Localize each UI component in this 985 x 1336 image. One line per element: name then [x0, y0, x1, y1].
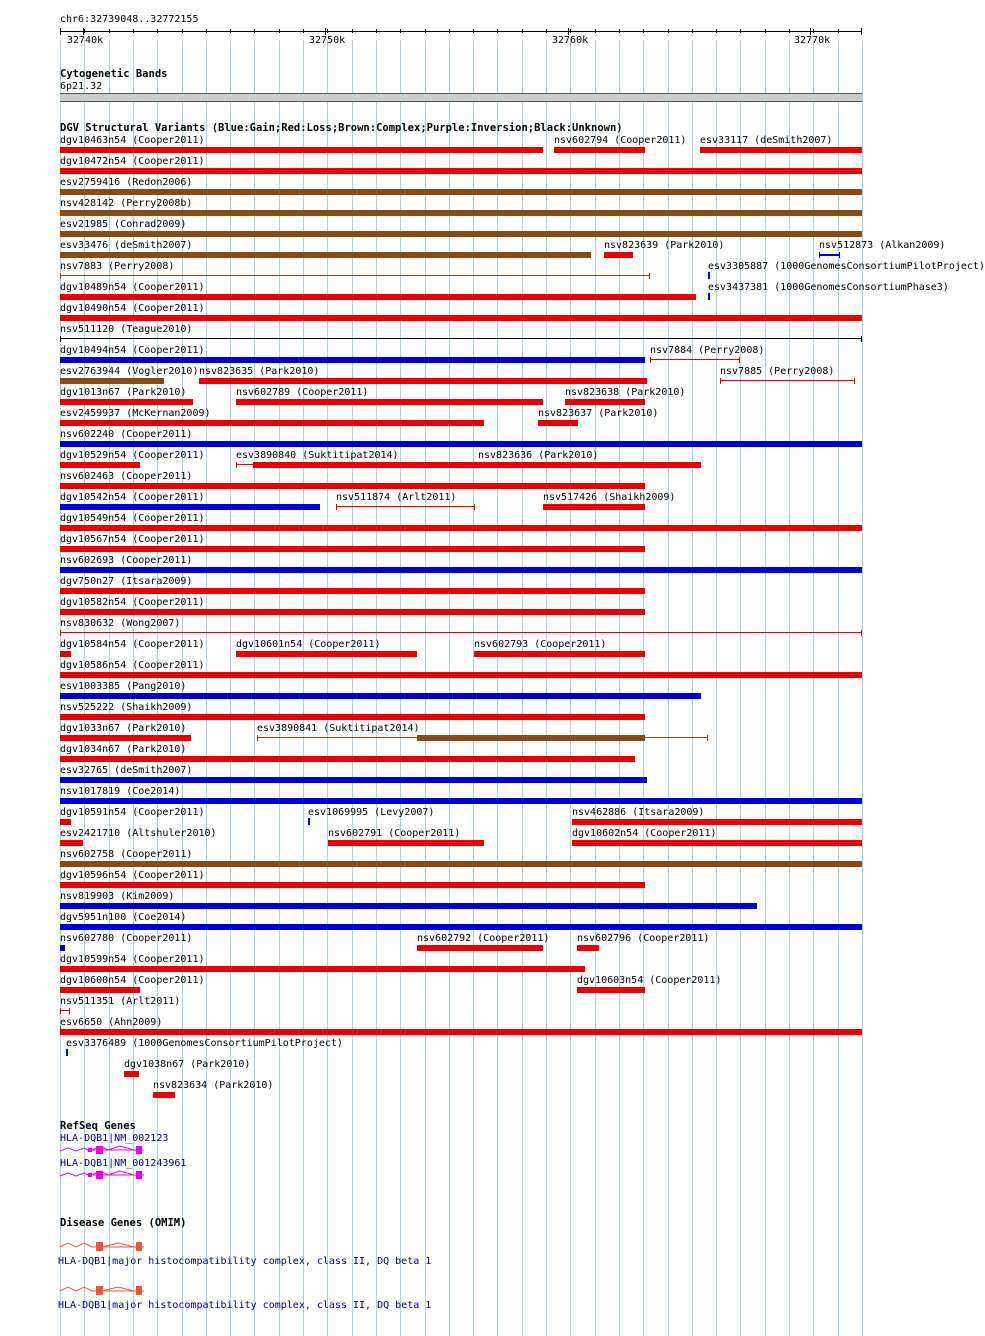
variant-label[interactable]: dgv1033n67 (Park2010)	[60, 723, 187, 734]
variant-bar[interactable]	[60, 693, 701, 699]
ruler-minor-tick	[716, 29, 717, 33]
variant-label[interactable]: nsv1017819 (Coe2014)	[60, 786, 181, 797]
ruler-minor-tick	[546, 29, 547, 33]
variant-bar[interactable]	[60, 210, 862, 216]
variant-bar[interactable]	[60, 609, 645, 615]
variant-bar[interactable]	[153, 1092, 175, 1098]
variant-bar[interactable]	[572, 819, 862, 825]
ruler-minor-tick	[473, 29, 474, 33]
ruler-minor-tick	[838, 29, 839, 33]
variant-end-tick	[854, 378, 855, 384]
variant-label[interactable]: dgv1038n67 (Park2010)	[124, 1059, 251, 1070]
variant-label[interactable]: nsv602792 (Cooper2011)	[417, 933, 550, 944]
variant-bar[interactable]	[474, 651, 645, 657]
variant-label[interactable]: dgv10584n54 (Cooper2011)	[60, 639, 205, 650]
variant-end-tick	[474, 504, 475, 510]
variant-label[interactable]: esv3305887 (1000GenomesConsortiumPilotProject)	[708, 261, 985, 272]
variant-bar[interactable]	[60, 399, 193, 405]
variant-label[interactable]: dgv10567n54 (Cooper2011)	[60, 534, 205, 545]
variant-label[interactable]: esv1003385 (Pang2010)	[60, 681, 187, 692]
variant-label[interactable]: nsv517426 (Shaikh2009)	[543, 492, 676, 503]
ruler-minor-tick	[352, 29, 353, 33]
ruler-minor-tick	[303, 29, 304, 33]
variant-label[interactable]: dgv10601n54 (Cooper2011)	[236, 639, 381, 650]
variant-bar[interactable]	[328, 840, 484, 846]
variant-label[interactable]: nsv602794 (Cooper2011)	[554, 135, 687, 146]
ruler-minor-tick	[668, 29, 669, 33]
variant-label[interactable]: dgv10463n54 (Cooper2011)	[60, 135, 205, 146]
ruler-minor-tick	[84, 29, 85, 33]
dgv-track-title: DGV Structural Variants (Blue:Gain;Red:Loss;Brown:Complex;Purple:Inversion;Black:Unknown)	[60, 122, 623, 134]
variant-bar[interactable]	[478, 462, 701, 468]
refseq-gene-model[interactable]	[58, 1143, 158, 1157]
variant-label[interactable]: dgv1034n67 (Park2010)	[60, 744, 187, 755]
variant-end-tick	[69, 1008, 70, 1014]
ruler-tick-label: 32770k	[794, 35, 831, 46]
variant-label[interactable]: dgv1013n67 (Park2010)	[60, 387, 187, 398]
variant-label[interactable]: nsv602463 (Cooper2011)	[60, 471, 193, 482]
variant-end-tick	[839, 252, 840, 258]
position-label: chr6:32739048..32772155	[60, 14, 199, 25]
variant-bar[interactable]	[60, 735, 191, 741]
variant-label[interactable]: nsv525222 (Shaikh2009)	[60, 702, 193, 713]
variant-label[interactable]: nsv462886 (Itsara2009)	[572, 807, 705, 818]
ruler-minor-tick	[497, 29, 498, 33]
variant-bar[interactable]	[554, 147, 645, 153]
ruler-right-cap	[861, 28, 862, 35]
variant-end-tick	[819, 252, 820, 258]
variant-bar[interactable]	[236, 399, 543, 405]
variant-label[interactable]: nsv602793 (Cooper2011)	[474, 639, 607, 650]
ruler-minor-tick	[254, 29, 255, 33]
ruler-minor-tick	[133, 29, 134, 33]
variant-bar[interactable]	[60, 189, 862, 195]
variant-label[interactable]: nsv7885 (Perry2008)	[720, 366, 835, 377]
variant-label[interactable]: nsv602693 (Cooper2011)	[60, 555, 193, 566]
variant-bar[interactable]	[60, 168, 862, 174]
variant-label[interactable]: dgv10582n54 (Cooper2011)	[60, 597, 205, 608]
variant-bar[interactable]	[60, 945, 65, 951]
cytoband-title: Cytogenetic Bands	[60, 68, 168, 80]
ruler-minor-tick	[570, 29, 571, 33]
ruler	[0, 0, 890, 48]
variant-bar[interactable]	[60, 315, 862, 321]
variant-bar[interactable]	[60, 861, 862, 867]
ruler-minor-tick	[813, 29, 814, 33]
variant-end-tick	[60, 630, 61, 636]
variant-label[interactable]: nsv602789 (Cooper2011)	[236, 387, 369, 398]
variant-mark[interactable]	[708, 293, 710, 300]
variant-bar[interactable]	[60, 756, 635, 762]
variant-label[interactable]: dgv10472n54 (Cooper2011)	[60, 156, 205, 167]
variant-end-tick	[336, 504, 337, 510]
ruler-tick-label: 32750k	[309, 35, 346, 46]
variant-bar[interactable]	[60, 441, 862, 447]
variant-label[interactable]: esv33117 (deSmith2007)	[700, 135, 833, 146]
variant-bar[interactable]	[236, 651, 417, 657]
ruler-minor-tick	[376, 29, 377, 33]
omim-gene-model[interactable]	[58, 1240, 158, 1254]
variant-label[interactable]: esv2759416 (Redon2006)	[60, 177, 193, 188]
ruler-minor-tick	[279, 29, 280, 33]
variant-label[interactable]: esv2459937 (McKernan2009)	[60, 408, 211, 419]
ruler-minor-tick	[60, 29, 61, 33]
variant-bar[interactable]	[819, 254, 840, 256]
variant-label[interactable]: esv2763944 (Vogler2010)	[60, 366, 199, 377]
variant-label[interactable]: esv3437381 (1000GenomesConsortiumPhase3)	[708, 282, 949, 293]
variant-bar[interactable]	[565, 399, 645, 405]
variant-end-tick	[60, 273, 61, 279]
ruler-axis-line	[60, 31, 862, 32]
variant-mark[interactable]	[66, 1049, 68, 1056]
variant-end-tick	[720, 378, 721, 384]
variant-end-tick	[739, 357, 740, 363]
ruler-minor-tick	[643, 29, 644, 33]
variant-bar[interactable]	[60, 294, 696, 300]
variant-label[interactable]: nsv602796 (Cooper2011)	[577, 933, 710, 944]
variant-bar[interactable]	[60, 903, 757, 909]
variant-end-tick	[257, 735, 258, 741]
variant-bar[interactable]	[700, 147, 862, 153]
variant-label[interactable]: nsv7884 (Perry2008)	[650, 345, 765, 356]
variant-label[interactable]: dgv10529n54 (Cooper2011)	[60, 450, 205, 461]
variant-bar[interactable]	[543, 504, 645, 510]
variant-label[interactable]: nsv823635 (Park2010)	[199, 366, 320, 377]
ruler-minor-tick	[109, 29, 110, 33]
variant-end-tick	[707, 735, 708, 741]
variant-bar[interactable]	[60, 882, 645, 888]
variant-label[interactable]: esv21985 (Conrad2009)	[60, 219, 187, 230]
variant-label[interactable]: esv3890841 (Suktitipat2014)	[257, 723, 420, 734]
variant-label[interactable]: nsv823639 (Park2010)	[604, 240, 725, 251]
variant-label[interactable]: esv3376489 (1000GenomesConsortiumPilotProject)	[66, 1038, 343, 1049]
ruler-minor-tick	[425, 29, 426, 33]
variant-bar[interactable]	[60, 483, 645, 489]
variant-label[interactable]: nsv823636 (Park2010)	[478, 450, 599, 461]
variant-bar[interactable]	[60, 462, 140, 468]
variant-bar[interactable]	[60, 651, 71, 657]
omim-track-title: Disease Genes (OMIM)	[60, 1217, 187, 1229]
ruler-minor-tick	[449, 29, 450, 33]
omim-gene-label[interactable]: HLA-DQB1|major histocompatibility complex, class II, DQ beta 1	[58, 1256, 432, 1267]
variant-label[interactable]: nsv512873 (Alkan2009)	[819, 240, 946, 251]
variant-bar[interactable]	[60, 777, 647, 783]
variant-label[interactable]: dgv10494n54 (Cooper2011)	[60, 345, 205, 356]
variant-label[interactable]: esv3890840 (Suktitipat2014)	[236, 450, 399, 461]
variant-bar[interactable]	[60, 420, 484, 426]
ruler-major-tick	[325, 28, 326, 35]
ruler-minor-tick	[182, 29, 183, 33]
ruler-minor-tick	[692, 29, 693, 33]
variant-label[interactable]: esv1069995 (Levy2007)	[308, 807, 435, 818]
variant-bar[interactable]	[124, 1071, 139, 1077]
variant-end-tick	[861, 630, 862, 636]
variant-label[interactable]: nsv823634 (Park2010)	[153, 1080, 274, 1091]
variant-bar[interactable]	[60, 378, 164, 384]
variant-line[interactable]	[60, 275, 650, 276]
ruler-tick-label: 32760k	[552, 35, 589, 46]
variant-label[interactable]: dgv10490n54 (Cooper2011)	[60, 303, 205, 314]
variant-bar[interactable]	[60, 504, 320, 510]
ruler-major-tick	[810, 28, 811, 35]
variant-line[interactable]	[60, 632, 862, 633]
cytoband-label: 6p21.32	[60, 81, 103, 92]
omim-gene-model[interactable]	[58, 1284, 158, 1298]
refseq-gene-model[interactable]	[58, 1168, 158, 1182]
variant-label[interactable]: nsv819903 (Kim2009)	[60, 891, 175, 902]
ruler-minor-tick	[327, 29, 328, 33]
variant-label[interactable]: nsv602780 (Cooper2011)	[60, 933, 193, 944]
variant-bar[interactable]	[60, 525, 862, 531]
variant-bar[interactable]	[60, 819, 71, 825]
variant-label[interactable]: dgv10602n54 (Cooper2011)	[572, 828, 717, 839]
variant-label[interactable]: dgv10603n54 (Cooper2011)	[577, 975, 722, 986]
variant-end-tick	[60, 1008, 61, 1014]
ruler-minor-tick	[206, 29, 207, 33]
variant-bar[interactable]	[572, 840, 862, 846]
variant-line[interactable]	[650, 359, 740, 360]
variant-label[interactable]: nsv511120 (Teague2010)	[60, 324, 193, 335]
variant-label[interactable]: nsv7883 (Perry2008)	[60, 261, 175, 272]
variant-label[interactable]: dgv10542n54 (Cooper2011)	[60, 492, 205, 503]
variant-end-tick	[861, 336, 862, 342]
variant-label[interactable]: esv2421710 (Altshuler2010)	[60, 828, 217, 839]
ruler-tick-label: 32740k	[67, 35, 104, 46]
variant-bar[interactable]	[60, 231, 862, 237]
variant-label[interactable]: nsv511874 (Arlt2011)	[336, 492, 457, 503]
variant-label[interactable]: nsv602791 (Cooper2011)	[328, 828, 461, 839]
variant-label[interactable]: dgv10600n54 (Cooper2011)	[60, 975, 205, 986]
variant-bar[interactable]	[577, 945, 599, 951]
refseq-gene-label[interactable]: HLA-DQB1|NM_002123	[60, 1133, 169, 1144]
omim-gene-label[interactable]: HLA-DQB1|major histocompatibility complex, class II, DQ beta 1	[58, 1300, 432, 1311]
variant-label[interactable]: dgv5951n100 (Coe2014)	[60, 912, 187, 923]
variant-bar[interactable]	[60, 798, 862, 804]
variant-label[interactable]: dgv10489n54 (Cooper2011)	[60, 282, 205, 293]
refseq-gene-label[interactable]: HLA-DQB1|NM_001243961	[60, 1158, 187, 1169]
variant-end-tick	[60, 336, 61, 342]
variant-bar[interactable]	[60, 672, 862, 678]
ruler-minor-tick	[740, 29, 741, 33]
ruler-minor-tick	[157, 29, 158, 33]
variant-end-tick	[649, 273, 650, 279]
ruler-minor-tick	[765, 29, 766, 33]
variant-label[interactable]: nsv602758 (Cooper2011)	[60, 849, 193, 860]
variant-bar[interactable]	[60, 567, 862, 573]
variant-bar[interactable]	[60, 546, 645, 552]
variant-bar[interactable]	[538, 420, 578, 426]
ruler-minor-tick	[595, 29, 596, 33]
variant-label[interactable]: dgv10599n54 (Cooper2011)	[60, 954, 205, 965]
variant-line[interactable]	[720, 380, 855, 381]
variant-label[interactable]: dgv10591n54 (Cooper2011)	[60, 807, 205, 818]
variant-label[interactable]: nsv830632 (Wong2007)	[60, 618, 181, 629]
ruler-minor-tick	[619, 29, 620, 33]
variant-label[interactable]: dgv10596n54 (Cooper2011)	[60, 870, 205, 881]
variant-label[interactable]: dgv750n27 (Itsara2009)	[60, 576, 193, 587]
variant-line[interactable]	[60, 338, 862, 339]
variant-line[interactable]	[336, 506, 475, 507]
ruler-minor-tick	[789, 29, 790, 33]
variant-bar[interactable]	[60, 987, 140, 993]
ruler-major-tick	[568, 28, 569, 35]
ruler-minor-tick	[522, 29, 523, 33]
ruler-minor-tick	[400, 29, 401, 33]
variant-end-tick	[650, 357, 651, 363]
variant-label[interactable]: esv6650 (Ahn2009)	[60, 1017, 163, 1028]
variant-label[interactable]: nsv428142 (Perry2008b)	[60, 198, 193, 209]
variant-bar[interactable]	[60, 147, 543, 153]
variant-bar[interactable]	[60, 588, 645, 594]
variant-label[interactable]: nsv823637 (Park2010)	[538, 408, 659, 419]
variant-bar[interactable]	[604, 252, 633, 258]
variant-end-tick	[236, 462, 237, 468]
variant-label[interactable]: esv33476 (deSmith2007)	[60, 240, 193, 251]
variant-bar[interactable]	[577, 987, 645, 993]
variant-bar[interactable]	[417, 945, 543, 951]
variant-bar[interactable]	[60, 966, 585, 972]
variant-bar[interactable]	[60, 924, 862, 930]
ruler-minor-tick	[230, 29, 231, 33]
variant-label[interactable]: dgv10549n54 (Cooper2011)	[60, 513, 205, 524]
variant-label[interactable]: nsv823638 (Park2010)	[565, 387, 686, 398]
variant-bar[interactable]	[253, 462, 478, 468]
variant-bar[interactable]	[199, 378, 647, 384]
variant-label[interactable]: nsv602240 (Cooper2011)	[60, 429, 193, 440]
variant-mark[interactable]	[308, 818, 310, 825]
variant-bar[interactable]	[60, 840, 83, 846]
variant-label[interactable]: dgv10586n54 (Cooper2011)	[60, 660, 205, 671]
variant-label[interactable]: nsv511351 (Arlt2011)	[60, 996, 181, 1007]
variant-bar[interactable]	[417, 735, 645, 741]
variant-mark[interactable]	[708, 272, 710, 279]
variant-bar[interactable]	[60, 1029, 862, 1035]
variant-label[interactable]: esv32765 (deSmith2007)	[60, 765, 193, 776]
variant-bar[interactable]	[60, 252, 591, 258]
variant-bar[interactable]	[60, 714, 645, 720]
variant-bar[interactable]	[60, 357, 645, 363]
refseq-track-title: RefSeq Genes	[60, 1120, 136, 1132]
